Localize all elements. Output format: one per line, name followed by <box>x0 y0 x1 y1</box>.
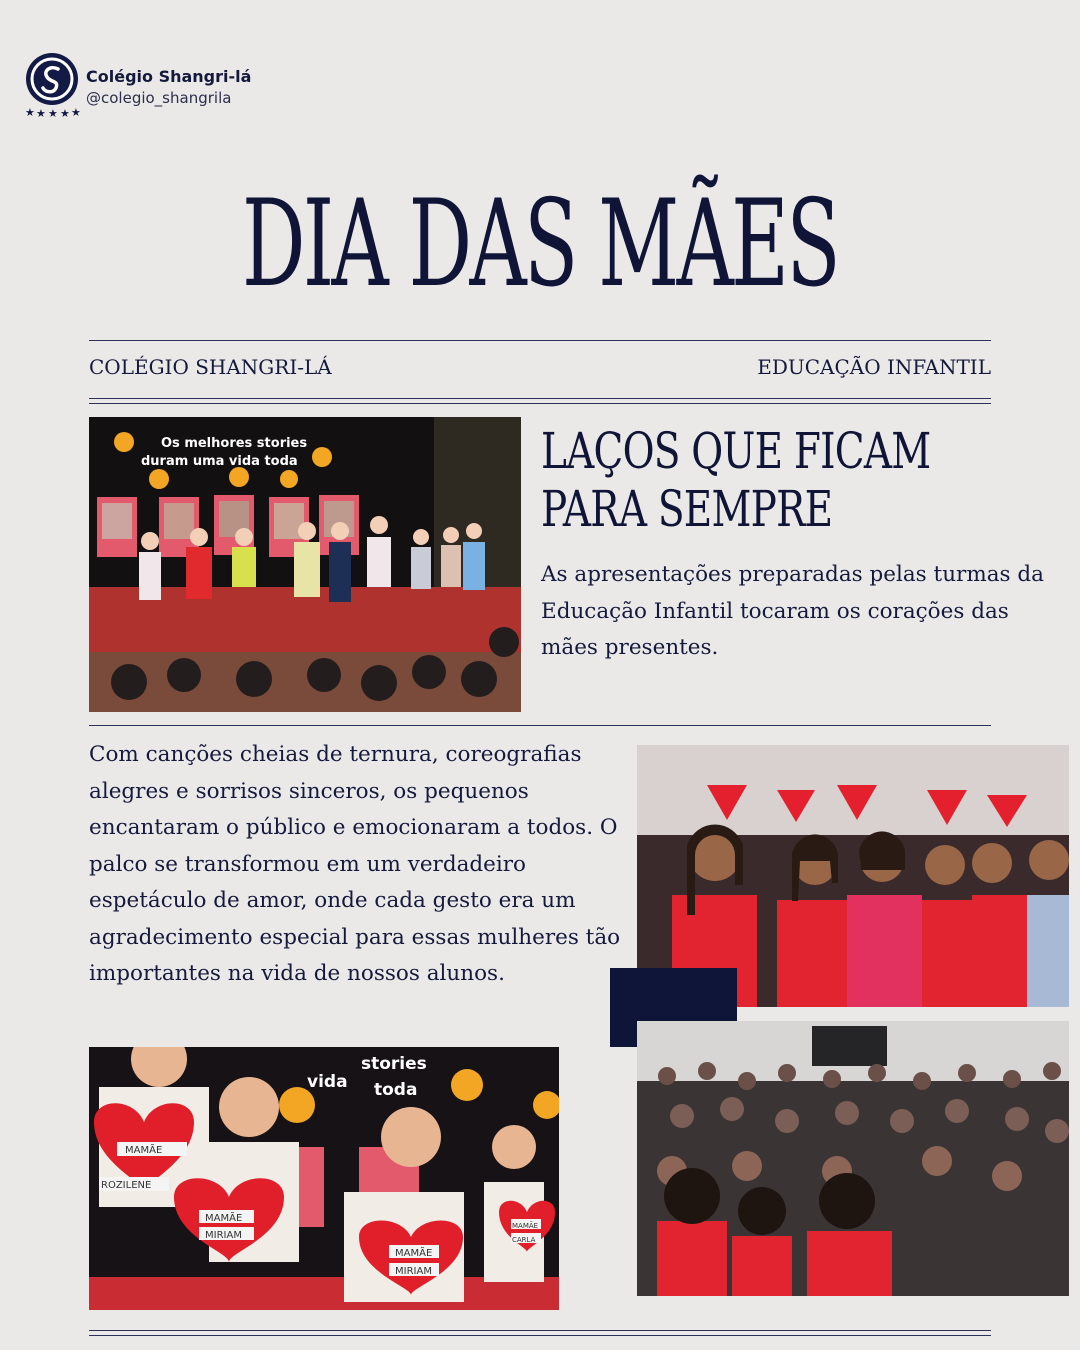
svg-text:★: ★ <box>71 106 81 118</box>
divider <box>89 340 991 341</box>
heart-tag-3-line1: MAMÃE <box>395 1248 433 1259</box>
heart-tag-4-line1: MAMÃE <box>512 1222 539 1230</box>
banner-word-stories: stories <box>361 1054 427 1074</box>
heart-tag-4-line2: CARLA <box>512 1236 536 1244</box>
svg-text:★: ★ <box>25 106 35 118</box>
section-title-line2: PARA SEMPRE <box>541 480 833 538</box>
section-label: EDUCAÇÃO INFANTIL <box>757 355 991 379</box>
banner-word-toda: toda <box>374 1080 418 1100</box>
brand-name: Colégio Shangri-lá <box>86 67 252 86</box>
heart-tag-1-line1: MAMÃE <box>125 1145 163 1156</box>
banner-word-vida: vida <box>307 1072 348 1092</box>
section-title-line1: LAÇOS QUE FICAM <box>541 422 931 480</box>
divider <box>89 1330 991 1331</box>
heart-tag-2-line2: MIRIAM <box>205 1230 242 1241</box>
banner-text-line2: duram uma vida toda <box>141 454 298 469</box>
divider <box>89 725 991 726</box>
audience-mothers-photo <box>637 1021 1069 1296</box>
divider <box>89 1335 991 1336</box>
school-crest-icon <box>22 52 82 118</box>
divider <box>89 403 991 404</box>
stage-performance-photo <box>89 417 521 712</box>
banner-text-line1: Os melhores stories <box>161 436 308 451</box>
heart-tag-2-line1: MAMÃE <box>205 1213 243 1224</box>
svg-text:★: ★ <box>60 107 70 118</box>
section-title <box>541 422 978 538</box>
heart-tag-3-line2: MIRIAM <box>395 1266 432 1277</box>
intro-paragraph: As apresentações preparadas pelas turmas da Educação Infantil tocaram os corações das mães presentes. <box>541 562 1044 660</box>
body-paragraph: Com canções cheias de ternura, coreografias alegres e sorrisos sinceros, os pequenos encantaram o público e emocionaram a todos. O palco se transformou em um verdadeiro espetáculo de amor, onde cada gesto era um agradecimento especial para essas mulheres tão importantes na vida de nossos alunos. <box>89 742 621 986</box>
svg-text:★: ★ <box>48 107 58 118</box>
school-label: COLÉGIO SHANGRI-LÁ <box>89 355 332 379</box>
divider <box>89 398 991 399</box>
svg-text:★: ★ <box>36 107 46 118</box>
brand-handle: @colegio_shangrila <box>86 89 232 107</box>
children-with-hearts-photo <box>89 1047 559 1310</box>
page-title: DIA DAS MÃES <box>242 175 838 314</box>
heart-tag-1-line2: ROZILENE <box>101 1180 152 1191</box>
